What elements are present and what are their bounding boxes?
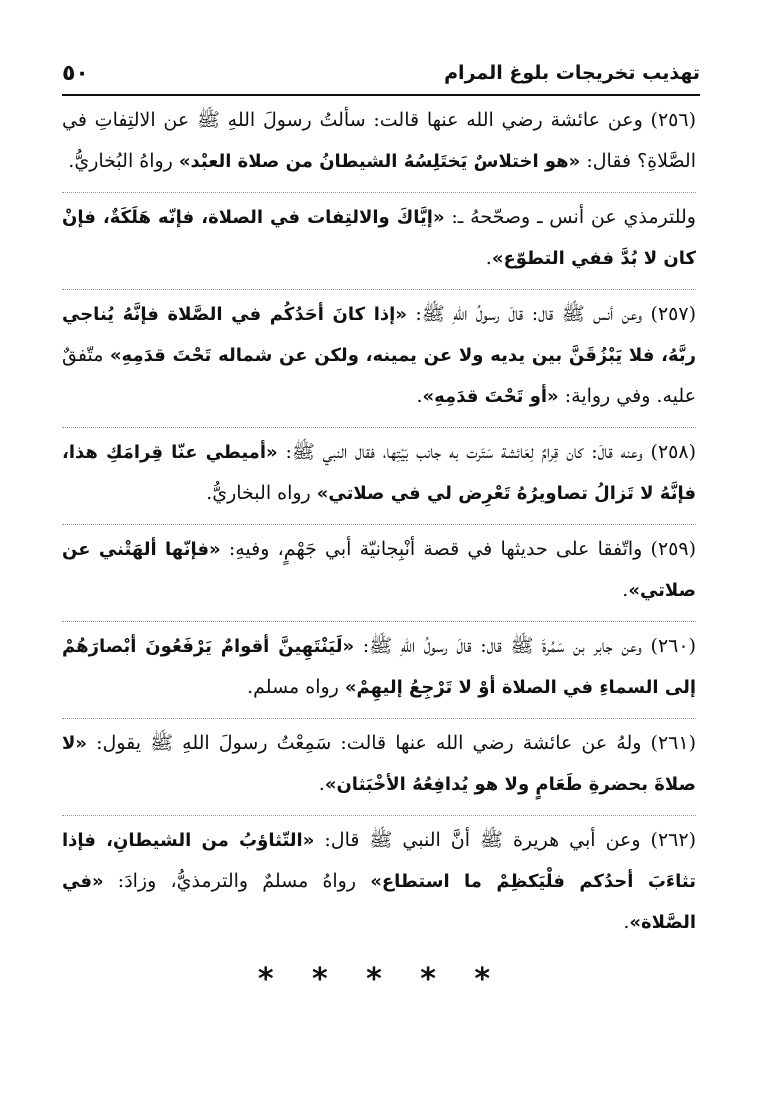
narration-text: (٢٦٢) وعن أبي هريرة ﷺ أنَّ النبي ﷺ قال: (314, 829, 697, 851)
hadith-text: «لَيَنْتَهِينَّ أقوامٌ يَرْفَعُونَ أبْصارَهُمْ إلى السماءِ في الصلاة أوْ لا تَرْجِعُ إليهِمْ» (62, 636, 696, 698)
hadith-text: «أميطي عنّا قِرامَكِ هذا، فإنَّهُ لا تَزالُ تصاويرُهُ تَعْرِض لي في صلاتي» (62, 442, 696, 504)
source-text: رواهُ مسلمٌ والترمذيُّ، وزادَ: (103, 870, 371, 892)
page-body (62, 100, 696, 953)
source-text: رواه مسلم. (247, 676, 345, 698)
section-separator: * * * * * (257, 962, 505, 997)
narration-text: (٢٥٧) وعن أنس ﷺ قال: قالَ رسولُ اللهِ ﷺ: (406, 303, 697, 325)
hadith-text: «التّثاؤبُ من الشيطانِ، فإذا تثاءَبَ أحدُكم فلْيَكظِمْ ما استطاع» (62, 830, 696, 892)
hadith-paragraph (62, 524, 696, 611)
narration-text: (٢٥٦) وعن عائشة رضي الله عنها قالت: سألتُ رسولَ اللهِ ﷺ عن الالتِفاتِ في الصَّلاةِ؟ فقال: (62, 109, 696, 172)
source-text: . (622, 579, 629, 601)
hadith-variant-text: «أو تَحْتَ قدَمِهِ» (422, 386, 559, 407)
source-text: . (318, 773, 325, 795)
hadith-paragraph (62, 192, 696, 279)
hadith-text: «هو اختلاسٌ يَختَلِسُهُ الشيطانُ من صلاة العبْد» (178, 151, 581, 172)
hadith-paragraph (62, 289, 696, 417)
hadith-text: «إيَّاكَ والالتِفات في الصلاة، فإنّه هَلَكَةٌ، فإنْ كان لا بُدَّ ففي التطوّع» (62, 207, 696, 269)
narration-text: وللترمذي عن أنس ـ وصحّحهُ ـ: (444, 206, 696, 228)
narration-text: (٢٦٠) وعن جابر بن سَمُرةَ ﷺ قال: قالَ رسولُ اللهِ ﷺ: (354, 635, 696, 657)
source-text: متّفقٌ عليه. وفي رواية: (62, 344, 696, 407)
narration-text: (٢٥٩) واتّفقا على حديثها في قصة أنْبِجانيّة أبي جَهْمٍ، وفيهِ: (220, 538, 696, 560)
hadith-text: «إذا كانَ أحَدُكُم في الصَّلاة فإنَّهُ يُناجي ربَّهُ، فلا يَبْزُقَنَّ بين يديه ولا عن يمينه، ولكن عن شماله تَحْتَ قدَمِهِ» (62, 304, 696, 366)
hadith-variant-text: «في الصَّلاة» (62, 871, 696, 933)
page-number: ٥٠ (62, 60, 89, 86)
page-header (62, 52, 700, 96)
hadith-paragraph (62, 427, 696, 514)
running-title: تهذيب تخريجات بلوغ المرام (444, 62, 700, 84)
source-text: رواه البخاريُّ. (206, 482, 317, 504)
hadith-paragraph (62, 100, 696, 182)
source-text: . (485, 247, 492, 269)
source-text: رواهُ البُخاريُّ. (68, 150, 179, 172)
hadith-paragraph (62, 815, 696, 943)
hadith-text: «فإنّها ألهَتْني عن صلاتي» (62, 539, 696, 601)
hadith-paragraph (62, 621, 696, 708)
source-text: . (623, 911, 630, 933)
source-text: . (416, 385, 423, 407)
narration-text: (٢٥٨) وعنه قالَ: كان قِرامٌ لِعَائشة سَتَرت به جانب بَيْتِها، فقال النبي ﷺ: (277, 441, 697, 463)
hadith-text: «لا صلاةَ بحضرةِ طَعَامٍ ولا هو يُدافِعُهُ الأخْبَثان» (62, 733, 696, 795)
narration-text: (٢٦١) ولهُ عن عائشة رضي الله عنها قالت: سَمِعْتُ رسولَ اللهِ ﷺ يقول: (87, 732, 696, 754)
hadith-paragraph (62, 718, 696, 805)
